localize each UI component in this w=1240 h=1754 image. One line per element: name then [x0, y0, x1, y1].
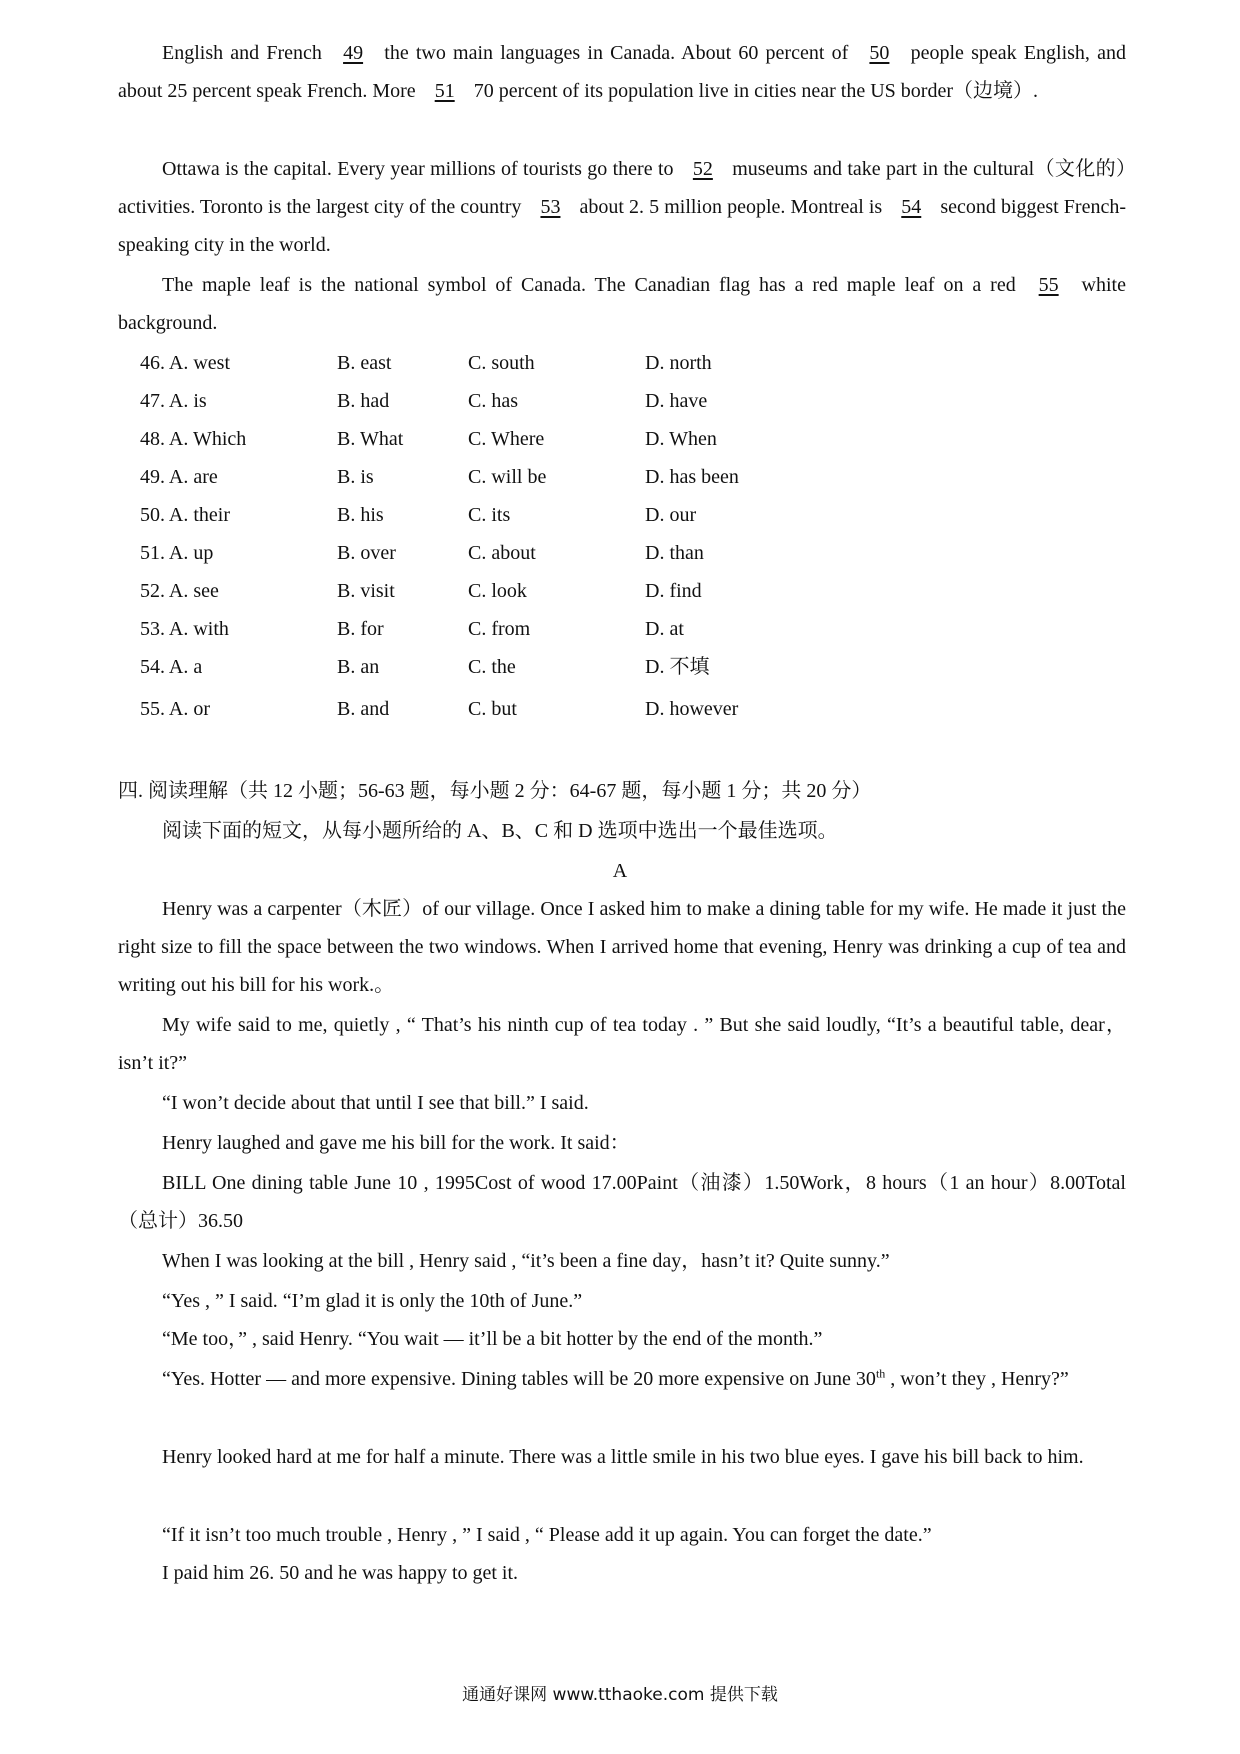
option-c: C. its — [468, 504, 511, 526]
option-c: C. south — [468, 352, 535, 374]
option-c: C. from — [468, 618, 531, 640]
option-b: B. over — [337, 542, 396, 564]
option-d: D. have — [645, 390, 708, 412]
option-c: C. look — [468, 580, 527, 602]
passage-paragraph-9 — [118, 1360, 1126, 1398]
option-a: 53. A. with — [140, 618, 229, 640]
cloze-paragraph-1 — [118, 34, 1126, 110]
option-a: 46. A. west — [140, 352, 230, 374]
option-c: C. will be — [468, 466, 547, 488]
passage-paragraph-6: When I was looking at the bill , Henry said , “it’s been a fine day，hasn’t it? Quite sunny.” — [162, 1250, 890, 1272]
option-a: 51. A. up — [140, 542, 214, 564]
option-b: B. for — [337, 618, 384, 640]
cloze-paragraph-2 — [118, 150, 1126, 264]
option-d: D. at — [645, 618, 684, 640]
option-b: B. his — [337, 504, 384, 526]
option-a: 50. A. their — [140, 504, 230, 526]
text-span: people speak English, and about 25 percent speak French. More — [118, 42, 1126, 102]
text-span: Ottawa is the capital. Every year millions of tourists go there to — [162, 158, 679, 180]
blank-51: 51 — [434, 80, 455, 102]
passage-paragraph-11: “If it isn’t too much trouble , Henry , ” I said , “ Please add it up again. You can forget the date.” — [162, 1524, 932, 1546]
option-d: D. our — [645, 504, 697, 526]
passage-label: A — [612, 860, 628, 882]
option-d: D. has been — [645, 466, 739, 488]
option-b: B. an — [337, 656, 380, 678]
option-d: D. When — [645, 428, 717, 450]
option-a: 54. A. a — [140, 656, 203, 678]
option-c: C. has — [468, 390, 518, 412]
option-b: B. What — [337, 428, 404, 450]
text-span: , won’t they , Henry?” — [885, 1368, 1069, 1390]
text-span: “Yes. Hotter — and more expensive. Dining tables will be 20 more expensive on June 30 — [162, 1368, 876, 1390]
option-d: D. north — [645, 352, 712, 374]
option-a: 52. A. see — [140, 580, 219, 602]
text-span: second biggest French-speaking city in the world. — [118, 196, 1127, 256]
blank-49: 49 — [343, 42, 364, 64]
ordinal-suffix: th — [875, 1366, 886, 1381]
text-span: the two main languages in Canada. About 60 percent of — [377, 42, 856, 64]
option-a: 48. A. Which — [140, 428, 247, 450]
option-b: B. visit — [337, 580, 395, 602]
option-c: C. about — [468, 542, 536, 564]
passage-paragraph-10: Henry looked hard at me for half a minute. There was a little smile in his two blue eyes. I gave his bill back to him. — [162, 1446, 1084, 1468]
option-c: C. Where — [468, 428, 545, 450]
passage-paragraph-1: Henry was a carpenter（木匠）of our village. Once I asked him to make a dining table for my wife. He made it just the right size to fill the space between the two windows. When I arrived home that evening, Henry was drinking a cup of tea and writing out his bill for his work.。 — [118, 898, 1126, 996]
blank-55: 55 — [1038, 274, 1059, 296]
option-b: B. had — [337, 390, 390, 412]
option-c: C. but — [468, 698, 517, 720]
option-d: D. find — [645, 580, 702, 602]
option-a: 47. A. is — [140, 390, 207, 412]
option-b: B. and — [337, 698, 390, 720]
option-a: 55. A. or — [140, 698, 210, 720]
passage-paragraph-12: I paid him 26. 50 and he was happy to get it. — [162, 1562, 519, 1584]
blank-52: 52 — [692, 158, 713, 180]
option-d: D. however — [645, 698, 739, 720]
cloze-paragraph-3 — [118, 266, 1126, 342]
text-span: museums and take part in the cultural（文化的）activities. Toronto is the largest city of the country — [118, 158, 1126, 218]
text-span: 70 percent of its population live in cities near the US border（边境）. — [468, 80, 1039, 102]
passage-paragraph-3: “I won’t decide about that until I see that bill.” I said. — [162, 1092, 589, 1114]
option-d: D. than — [645, 542, 704, 564]
text-span: The maple leaf is the national symbol of Canada. The Canadian flag has a red maple leaf on a red — [162, 274, 1025, 296]
text-span: white background. — [118, 274, 1126, 334]
text-span: about 2. 5 million people. Montreal is — [574, 196, 888, 218]
blank-50: 50 — [869, 42, 890, 64]
option-d: D. 不填 — [645, 656, 710, 678]
option-b: B. east — [337, 352, 392, 374]
blank-53: 53 — [540, 196, 561, 218]
section-title: 四. 阅读理解（共 12 小题；56-63 题，每小题 2 分：64-67 题，每小题 1 分；共 20 分） — [118, 780, 872, 802]
passage-paragraph-4: Henry laughed and gave me his bill for the work. It said： — [162, 1132, 630, 1154]
option-a: 49. A. are — [140, 466, 218, 488]
section-instruction: 阅读下面的短文，从每小题所给的 A、B、C 和 D 选项中选出一个最佳选项。 — [162, 820, 838, 842]
text-span: English and French — [162, 42, 330, 64]
option-b: B. is — [337, 466, 374, 488]
passage-paragraph-8: “Me too，” , said Henry. “You wait — it’ll be a bit hotter by the end of the month.” — [162, 1328, 823, 1350]
passage-bill: BILL One dining table June 10 , 1995Cost of wood 17.00Paint（油漆）1.50Work，8 hours（1 an hour）8.00Total（总计）36.50 — [118, 1172, 1126, 1232]
page-footer: 通通好课网 www.tthaoke.com 提供下载 — [462, 1685, 778, 1705]
option-c: C. the — [468, 656, 516, 678]
blank-54: 54 — [901, 196, 922, 218]
passage-paragraph-7: “Yes , ” I said. “I’m glad it is only the 10th of June.” — [162, 1290, 583, 1312]
passage-paragraph-2: My wife said to me, quietly , “ That’s his ninth cup of tea today . ” But she said loudly, “It’s a beautiful table, dear，isn’t it?” — [118, 1014, 1126, 1074]
